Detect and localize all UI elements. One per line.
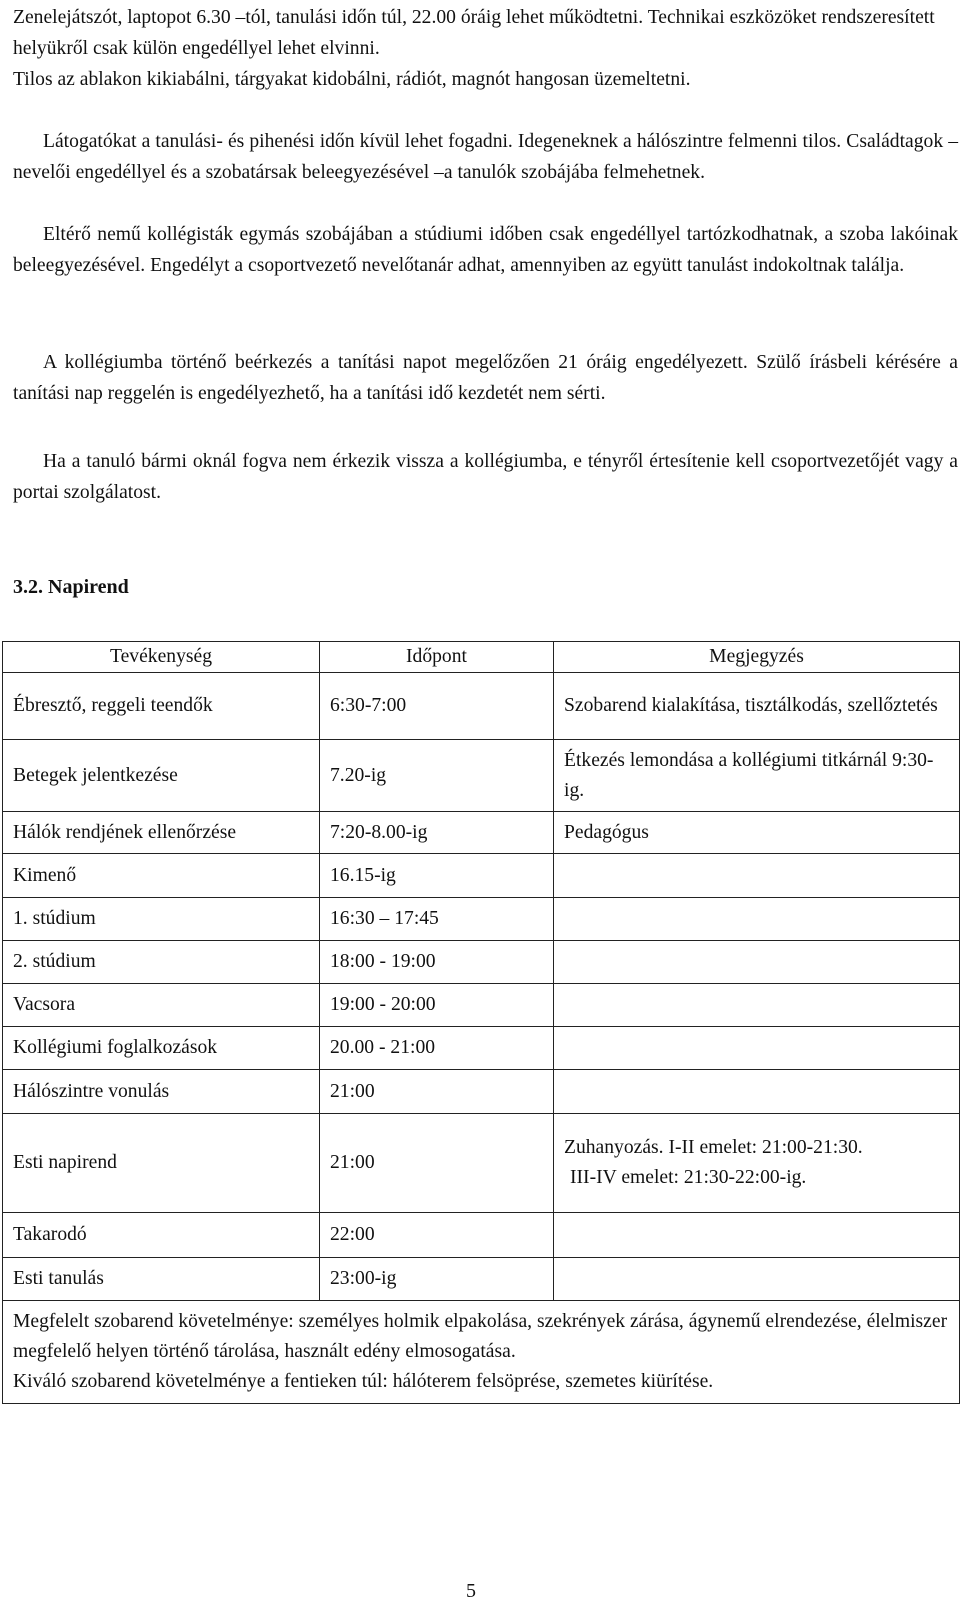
header-activity: Tevékenység bbox=[3, 642, 320, 673]
excellent-requirement-text: Kiváló szobarend követelménye a fentieken túl: hálóterem felsöprése, szemetes kiürítése. bbox=[13, 1371, 714, 1392]
cell-activity: Esti napirend bbox=[3, 1114, 320, 1213]
cell-time: 19:00 - 20:00 bbox=[320, 984, 554, 1027]
cell-activity: 2. stúdium bbox=[3, 941, 320, 984]
table-row bbox=[3, 898, 960, 941]
cell-activity: Hálók rendjének ellenőrzése bbox=[3, 812, 320, 854]
cell-time: 16:30 – 17:45 bbox=[320, 898, 554, 941]
cell-activity: Kollégiumi foglalkozások bbox=[3, 1027, 320, 1070]
cell-note bbox=[554, 1027, 960, 1070]
paragraph-visitors: Látogatókat a tanulási- és pihenési időn kívül lehet fogadni. Idegeneknek a hálószintre felmenni tilos. Családtagok – nevelői engedéllyel és a szobatársak beleegyezésével –a tanulók szobájába felmehetnek. bbox=[13, 131, 958, 183]
cell-note: Pedagógus bbox=[554, 812, 960, 854]
header-note: Megjegyzés bbox=[554, 642, 960, 673]
satisfactory-requirement-text: Megfelelt szobarend követelménye: személyes holmik elpakolása, szekrények zárása, ágynemű elrendezése, élelmiszer megfelelő helyen történő tárolása, használt edény elmosogatása. bbox=[13, 1311, 948, 1362]
table-row bbox=[3, 812, 960, 854]
cell-activity: 1. stúdium bbox=[3, 898, 320, 941]
table-row bbox=[3, 673, 960, 740]
table-row bbox=[3, 854, 960, 898]
cell-note bbox=[554, 984, 960, 1027]
table-row bbox=[3, 984, 960, 1027]
cell-note: Étkezés lemondása a kollégiumi titkárnál 9:30-ig. bbox=[554, 740, 960, 812]
paragraph-absence-notice: Ha a tanuló bármi oknál fogva nem érkezik vissza a kollégiumba, e tényről értesítenie kell csoportvezetőjét vagy a portai szolgálatost. bbox=[13, 451, 958, 503]
cell-note bbox=[554, 898, 960, 941]
cell-time: 16.15-ig bbox=[320, 854, 554, 898]
paragraph-window-rule: Tilos az ablakon kikiabálni, tárgyakat kidobálni, rádiót, magnót hangosan üzemeltetni. bbox=[13, 69, 691, 90]
note-line-1: Zuhanyozás. I-II emelet: 21:00-21:30. bbox=[564, 1137, 863, 1158]
cell-activity: Kimenő bbox=[3, 854, 320, 898]
cell-activity: Betegek jelentkezése bbox=[3, 740, 320, 812]
table-row bbox=[3, 740, 960, 812]
table-row bbox=[3, 1027, 960, 1070]
room-order-requirements bbox=[3, 1301, 960, 1404]
page-number: 5 bbox=[466, 1580, 476, 1602]
table-row bbox=[3, 1114, 960, 1213]
table-row bbox=[3, 1258, 960, 1301]
cell-note bbox=[554, 854, 960, 898]
cell-activity: Hálószintre vonulás bbox=[3, 1070, 320, 1114]
cell-activity: Esti tanulás bbox=[3, 1258, 320, 1301]
cell-note bbox=[554, 941, 960, 984]
cell-note bbox=[554, 1070, 960, 1114]
table-footer-row bbox=[3, 1301, 960, 1404]
cell-note: Szobarend kialakítása, tisztálkodás, szellőztetés bbox=[554, 673, 960, 740]
cell-time: 18:00 - 19:00 bbox=[320, 941, 554, 984]
cell-activity: Vacsora bbox=[3, 984, 320, 1027]
table-row bbox=[3, 1070, 960, 1114]
cell-time: 20.00 - 21:00 bbox=[320, 1027, 554, 1070]
table-header-row bbox=[3, 642, 960, 673]
cell-time: 7.20-ig bbox=[320, 740, 554, 812]
cell-time: 21:00 bbox=[320, 1114, 554, 1213]
cell-note bbox=[554, 1114, 960, 1213]
cell-time: 6:30-7:00 bbox=[320, 673, 554, 740]
cell-note bbox=[554, 1258, 960, 1301]
paragraph-opposite-sex-visits: Eltérő nemű kollégisták egymás szobájában a stúdiumi időben csak engedéllyel tartózkodhatnak, a szoba lakóinak beleegyezésével. Engedélyt a csoportvezető nevelőtanár adhat, amennyiben az együtt tanulást indokoltnak találja. bbox=[13, 224, 958, 276]
table-row bbox=[3, 1213, 960, 1258]
section-heading: 3.2. Napirend bbox=[13, 576, 129, 598]
cell-note bbox=[554, 1213, 960, 1258]
header-time: Időpont bbox=[320, 642, 554, 673]
paragraph-technical-devices: Zenelejátszót, laptopot 6.30 –tól, tanulási időn túl, 22.00 óráig lehet működtetni. Technikai eszközöket rendszeresített helyükről csak külön engedéllyel lehet elvinni. bbox=[13, 7, 935, 59]
cell-time: 22:00 bbox=[320, 1213, 554, 1258]
cell-time: 7:20-8.00-ig bbox=[320, 812, 554, 854]
daily-schedule-table bbox=[2, 641, 960, 1404]
cell-activity: Takarodó bbox=[3, 1213, 320, 1258]
cell-time: 21:00 bbox=[320, 1070, 554, 1114]
cell-time: 23:00-ig bbox=[320, 1258, 554, 1301]
table-row bbox=[3, 941, 960, 984]
paragraph-arrival-time: A kollégiumba történő beérkezés a tanítási napot megelőzően 21 óráig engedélyezett. Szülő írásbeli kérésére a tanítási nap reggelén is engedélyezhető, ha a tanítási idő kezdetét nem sérti. bbox=[13, 352, 958, 404]
note-line-2: III-IV emelet: 21:30-22:00-ig. bbox=[570, 1167, 807, 1188]
cell-activity: Ébresztő, reggeli teendők bbox=[3, 673, 320, 740]
